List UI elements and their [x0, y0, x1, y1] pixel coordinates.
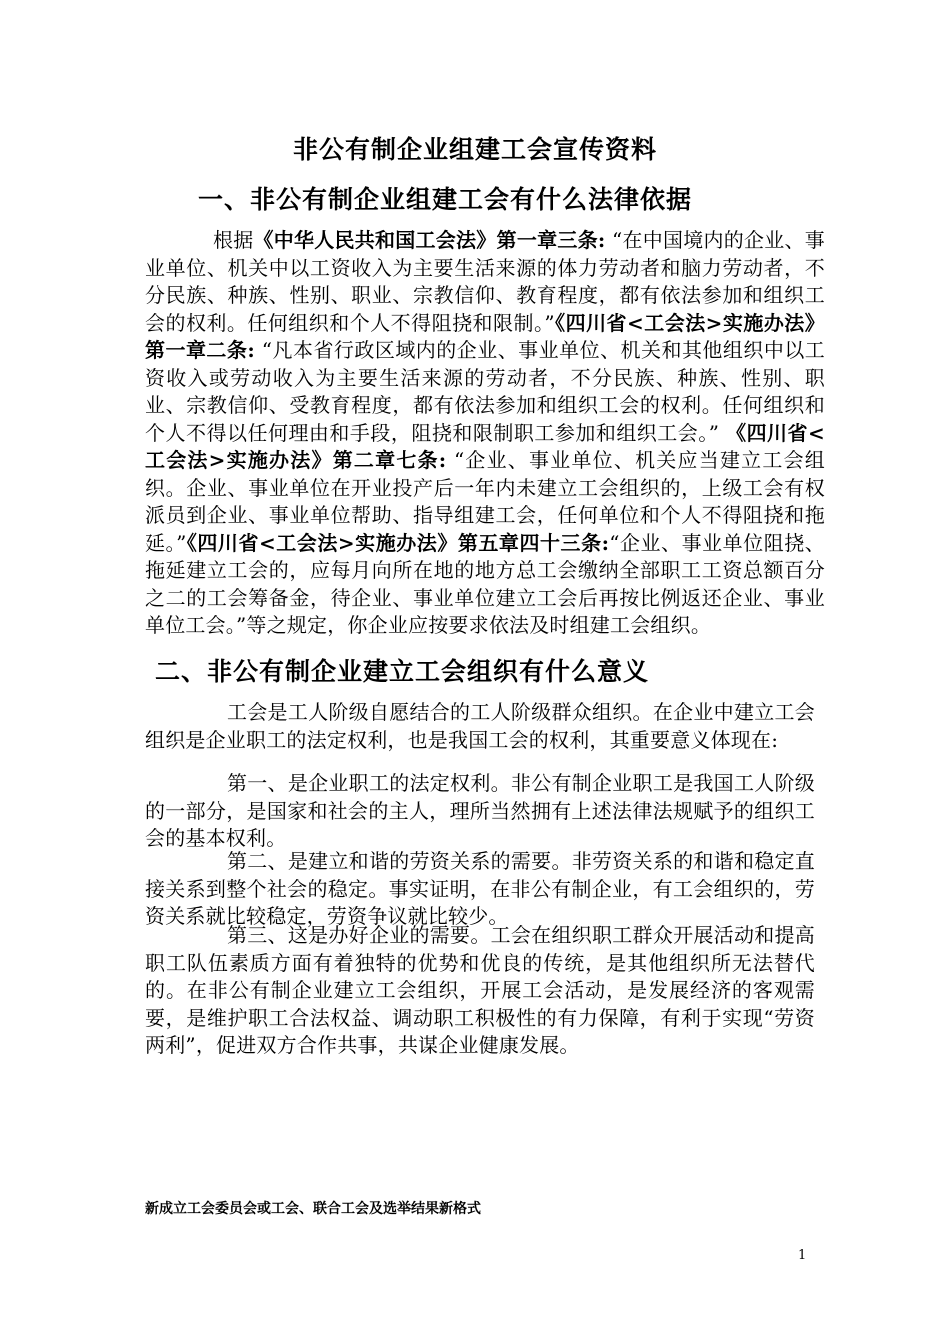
section1-text-5: “企业、事业单位阻挠、拖延建立工会的，应每月向所在地的地方总工会缴纳全部职工工资总额百分之二的工会筹备金，待企业、事业单位建立工会后再按比例返还企业、事业单位工会。”等之规定，你企业应按要求依法及时组建工会组织。	[145, 530, 825, 637]
section1-text-4: “企业、事业单位、机关应当建立工会组织。企业、事业单位在开业投产后一年内未建立工会组织的，上级工会有权派员到企业、事业单位帮助、指导组建工会，任何单位和个人不得阻挠和拖延。”	[145, 448, 826, 555]
law-citation-3: 《四川省<工会法>实施办法》第二章七条:	[145, 420, 826, 472]
law-citation-4: 《四川省<工会法>实施办法》第五章四十三条:	[186, 530, 610, 555]
section2-heading: 二、非公有制企业建立工会组织有什么意义	[155, 657, 650, 686]
law-citation-2: 《四川省<工会法>实施办法》第一章二条:	[145, 310, 825, 362]
section2-intro-paragraph: 工会是工人阶级自愿结合的工人阶级群众组织。在企业中建立工会组织是企业职工的法定权利，也是我国工会的权利，其重要意义体现在:	[145, 700, 815, 752]
law-citation-1: 《中华人民共和国工会法》第一章三条:	[253, 228, 606, 252]
section1-text-2: “在中国境内的企业、事业单位、机关中以工资收入为主要生活来源的体力劳动者和脑力劳动者，不分民族、种族、性别、职业、宗教信仰、教育程度，都有依法参加和组织工会的权利。任何组织和个人不得阻挠和限制。”	[145, 228, 826, 335]
section2-first-point: 第一、是企业职工的法定权利。非公有制企业职工是我国工人阶级的一部分，是国家和社会的主人，理所当然拥有上述法律法规赋予的组织工会的基本权利。	[145, 771, 815, 850]
page-number: 1	[798, 1248, 807, 1263]
section2-second-point: 第二、是建立和谐的劳资关系的需要。非劳资关系的和谐和稳定直接关系到整个社会的稳定。事实证明，在非公有制企业，有工会组织的，劳资关系就比较稳定，劳资争议就比较少。	[145, 849, 815, 928]
footer-note: 新成立工会委员会或工会、联合工会及选举结果新格式	[145, 1201, 481, 1217]
section2-third-point: 第三、这是办好企业的需要。工会在组织职工群众开展活动和提高职工队伍素质方面有着独特的优势和优良的传统，是其他组织所无法替代的。在非公有制企业建立工会组织，开展工会活动，是发展经济的客观需要，是维护职工合法权益、调动职工积极性的有力保障，有利于实现“劳资两利”，促进双方合作共事，共谋企业健康发展。	[145, 923, 815, 1057]
section1-heading: 一、非公有制企业组建工会有什么法律依据	[198, 185, 693, 214]
section1-text-3: “凡本省行政区域内的企业、事业单位、机关和其他组织中以工资收入或劳动收入为主要生活来源的劳动者，不分民族、种族、性别、职业、宗教信仰、受教育程度，都有依法参加和组织工会的权利。任何组织和个人不得以任何理由和手段，阻挠和限制职工参加和组织工会。”	[145, 338, 825, 445]
section1-text-1: 根据	[213, 228, 254, 252]
section1-paragraph	[145, 227, 825, 640]
document-title: 非公有制企业组建工会宣传资料	[292, 135, 657, 164]
